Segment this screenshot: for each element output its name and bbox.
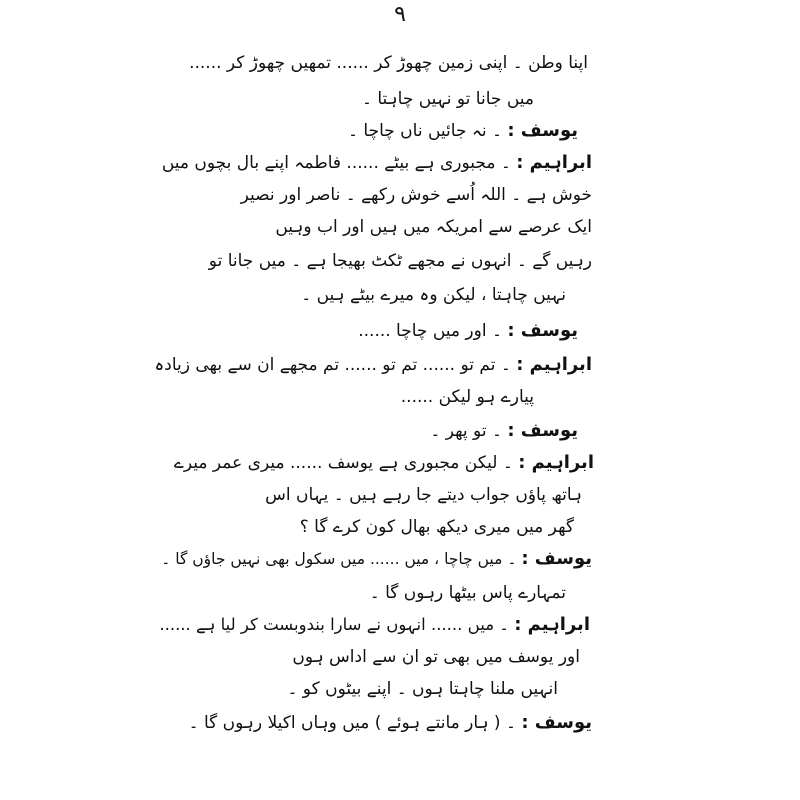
- line-text: ۔ اور میں چاچا ......: [358, 321, 502, 341]
- line-text: ۔ ( ہار مانتے ہوئے ) میں وہاں اکیلا رہوں گا ۔: [188, 713, 516, 733]
- dialogue-line: [174, 452, 594, 474]
- line-text: ہاتھ پاؤں جواب دیتے جا رہے ہیں ۔ یہاں اس: [265, 485, 582, 505]
- dialogue-line: [430, 420, 578, 442]
- line-text: اپنا وطن ۔ اپنی زمین چھوڑ کر ...... تمھیں چھوڑ کر ......: [189, 53, 588, 73]
- line-text: تمہارے پاس بیٹھا رہوں گا ۔: [369, 583, 566, 603]
- dialogue-line: [241, 184, 592, 206]
- dialogue-line: [300, 516, 574, 538]
- line-text: خوش ہے ۔ اللہ اُسے خوش رکھے ۔ ناصر اور نصیر: [240, 185, 592, 205]
- line-text: ۔ نہ جائیں ناں چاچا ۔: [348, 121, 502, 141]
- speaker-name: یوسف :: [507, 320, 578, 341]
- line-text: اور یوسف میں بھی تو ان سے اداس ہوں: [292, 647, 580, 667]
- dialogue-line: [358, 320, 578, 342]
- dialogue-line: [301, 284, 566, 306]
- line-text: رہیں گے ۔ انہوں نے مجھے ٹکٹ بھیجا ہے ۔ میں جانا تو: [208, 251, 592, 271]
- dialogue-line: [370, 582, 566, 604]
- speaker-name: ابراہیم :: [514, 614, 590, 635]
- line-text: ۔ لیکن مجبوری ہے یوسف ...... میری عمر میرے: [173, 453, 513, 473]
- line-text: میں جانا تو نہیں چاہتا ۔: [362, 89, 534, 109]
- dialogue-line: [162, 152, 592, 174]
- line-text: پیارے ہو لیکن ......: [400, 387, 534, 407]
- line-text: ۔ میں ...... انہوں نے سارا بندوبست کر لیا ہے ......: [159, 615, 509, 634]
- dialogue-line: [348, 120, 578, 142]
- speaker-name: ابراہیم :: [518, 452, 594, 473]
- dialogue-line: [287, 678, 558, 700]
- speaker-name: یوسف :: [507, 420, 578, 441]
- line-text: نہیں چاہتا ، لیکن وہ میرے بیٹے ہیں ۔: [301, 285, 566, 305]
- line-text: ۔ تم تو ...... تم تو ...... تم مجھے ان سے بھی زیادہ: [154, 355, 511, 375]
- line-text: ۔ تو پھر ۔: [430, 421, 502, 441]
- dialogue-line: [265, 484, 582, 506]
- dialogue-line: [161, 548, 592, 570]
- line-text: گھر میں میری دیکھ بھال کون کرے گا ؟: [299, 517, 574, 537]
- speaker-name: ابراہیم :: [516, 152, 592, 173]
- dialogue-line: [154, 354, 592, 376]
- dialogue-line: [159, 614, 590, 636]
- dialogue-line: [292, 646, 580, 668]
- page-number: ۹: [394, 2, 406, 27]
- line-text: ایک عرصے سے امریکہ میں ہیں اور اب وہیں: [275, 217, 592, 237]
- dialogue-line: [189, 52, 588, 74]
- line-text: ۔ مجبوری ہے بیٹے ...... فاطمہ اپنے بال بچوں میں: [161, 153, 511, 173]
- speaker-name: یوسف :: [507, 120, 578, 141]
- dialogue-line: [362, 88, 534, 110]
- speaker-name: یوسف :: [521, 712, 592, 733]
- dialogue-line: [209, 250, 592, 272]
- line-text: انہیں ملنا چاہتا ہوں ۔ اپنے بیٹوں کو ۔: [287, 679, 558, 699]
- speaker-name: یوسف :: [521, 548, 592, 569]
- dialogue-line: [275, 216, 592, 238]
- dialogue-line: [401, 386, 534, 408]
- dialogue-line: [189, 712, 592, 734]
- speaker-name: ابراہیم :: [516, 354, 592, 375]
- line-text: ۔ میں چاچا ، میں ...... میں سکول بھی نہیں جاؤں گا ۔: [161, 550, 517, 568]
